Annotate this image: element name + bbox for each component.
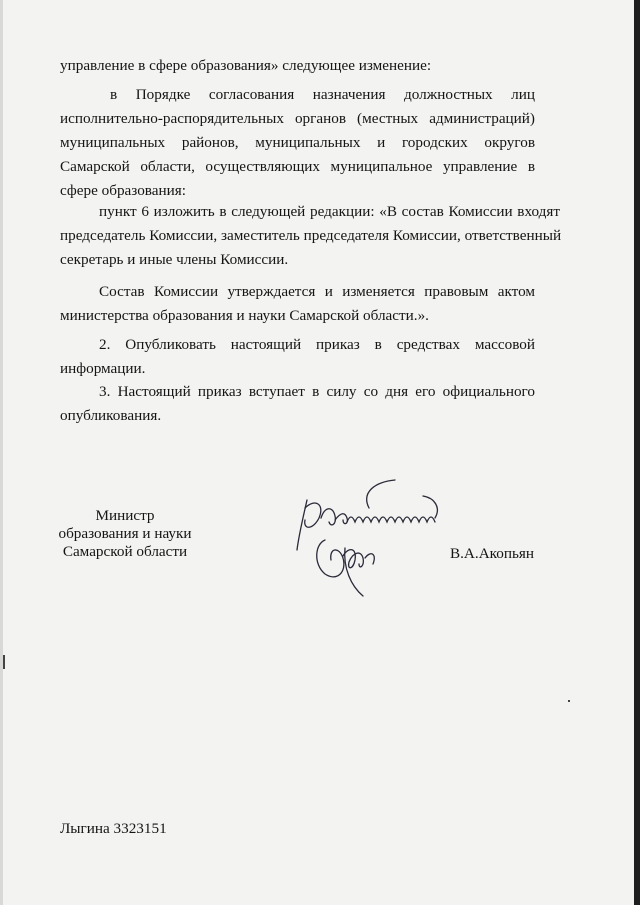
signatory-name: В.А.Акопьян (450, 545, 535, 562)
text-line: Самарской области, осуществляющих муниципальное управление в (60, 158, 535, 175)
executor-footer: Лыгина 3323151 (60, 820, 167, 837)
text-line: 3. Настоящий приказ вступает в силу со дня его официального (99, 383, 535, 400)
intro-line (60, 54, 535, 78)
handwritten-signature (285, 478, 445, 608)
text-line: информации. (60, 360, 146, 377)
scan-speck (3, 655, 5, 669)
text-line: секретарь и иные члены Комиссии. (60, 251, 289, 268)
order-paragraph (60, 83, 535, 203)
text-line: исполнительно-распорядительных органов (местных администраций) (60, 110, 535, 127)
signatory-title-line: Министр (95, 507, 155, 524)
text-line: в Порядке согласования назначения должностных лиц (110, 86, 535, 103)
text-line: 2. Опубликовать настоящий приказ в средствах массовой (99, 336, 535, 353)
signatory-title-line: образования и науки (58, 525, 192, 542)
text-line: сфере образования: (60, 182, 186, 199)
item-2 (60, 333, 535, 381)
point6-paragraph (60, 200, 560, 272)
text-line: министерства образования и науки Самарской области.». (60, 307, 429, 324)
composition-paragraph (60, 280, 535, 328)
item-3 (60, 380, 535, 428)
text-line: управление в сфере образования» следующее изменение: (60, 57, 432, 74)
text-line: пункт 6 изложить в следующей редакции: «В состав Комиссии входят (99, 203, 560, 220)
scan-speck (568, 700, 570, 702)
signatory-title-line: Самарской области (62, 543, 188, 560)
scan-edge-light (0, 0, 3, 905)
text-line: председатель Комиссии, заместитель председателя Комиссии, ответственный (60, 227, 562, 244)
text-line: Состав Комиссии утверждается и изменяется правовым актом (99, 283, 535, 300)
scan-edge-shadow (634, 0, 640, 905)
text-line: опубликования. (60, 407, 162, 424)
signatory-title (55, 507, 195, 561)
text-line: муниципальных районов, муниципальных и городских округов (60, 134, 535, 151)
